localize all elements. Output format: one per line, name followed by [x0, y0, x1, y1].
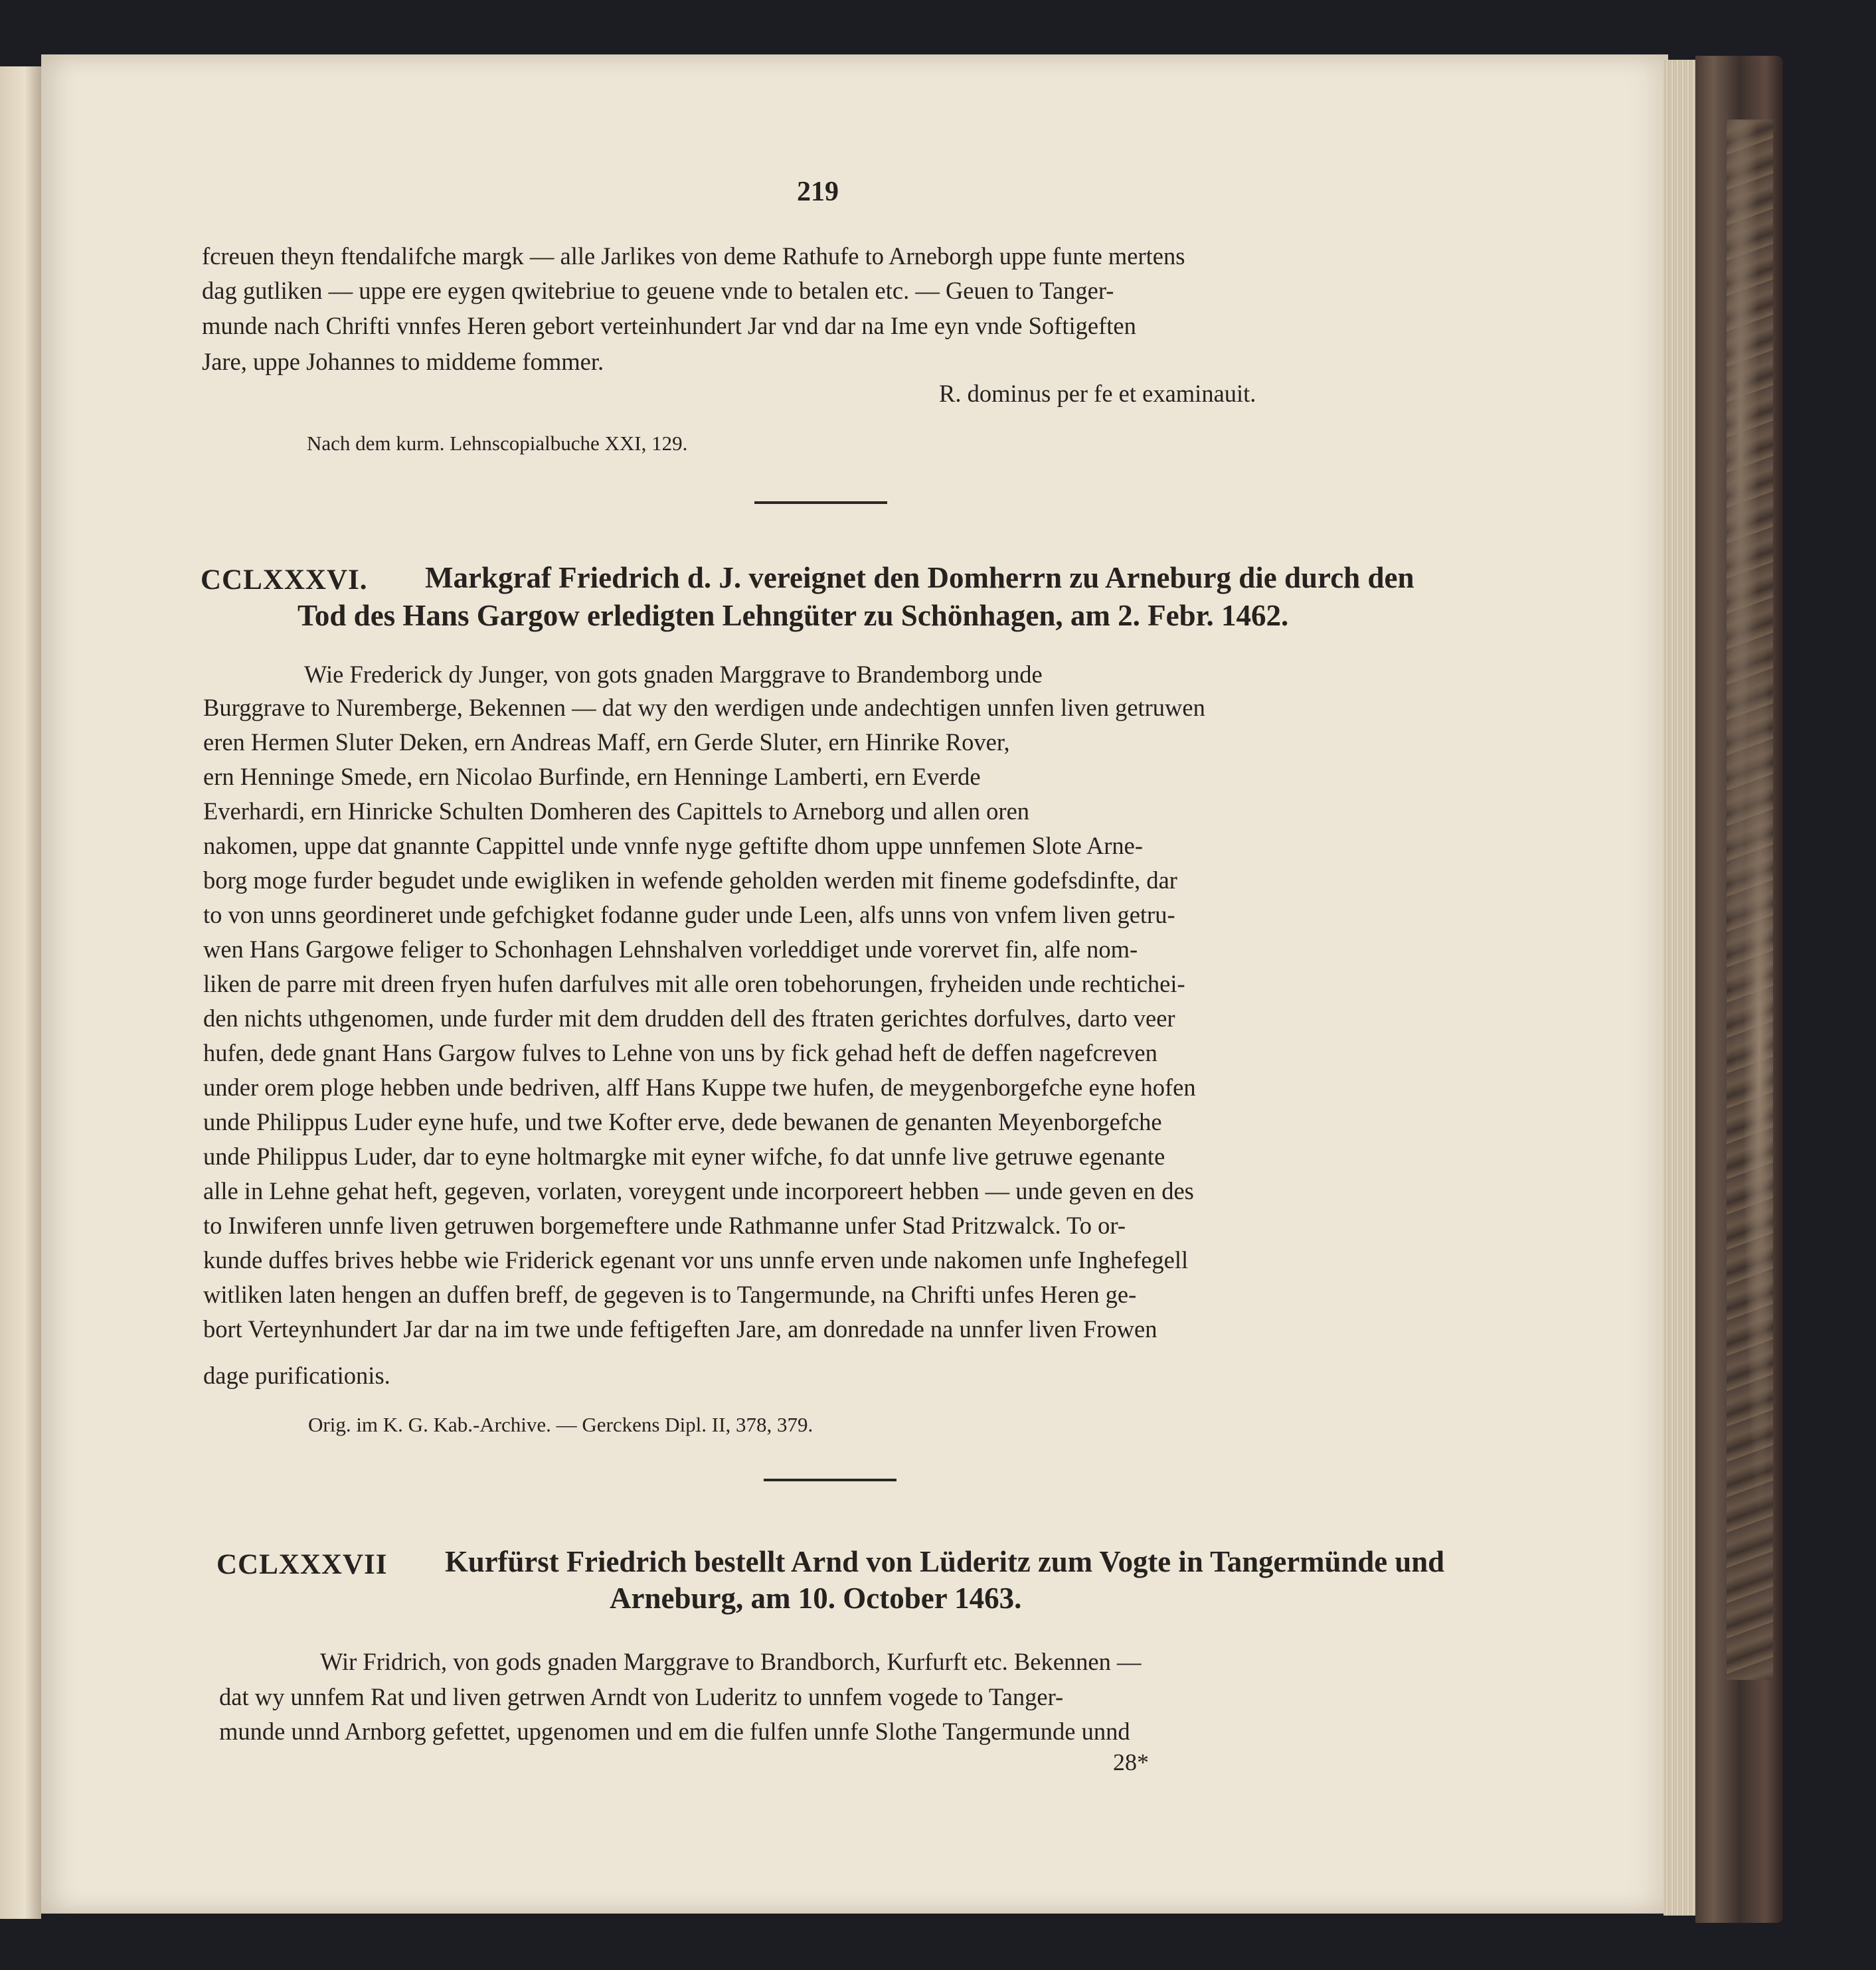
source-citation: Orig. im K. G. Kab.-Archive. — Gerckens Dipl. II, 378, 379. — [308, 1413, 813, 1436]
text-line: unde Philippus Luder eyne hufe, und twe Kofter erve, dede bewanen de genanten Meyenborgefche — [203, 1108, 1162, 1135]
text-line: borg moge furder begudet unde ewigliken in wefende geholden werden mit fineme godefsdinfte, dar — [203, 866, 1177, 894]
text-line: dage purificationis. — [203, 1362, 390, 1389]
text-line: den nichts uthgenomen, unde furder mit dem drudden dell des ftraten gerichtes dorfulves, darto veer — [203, 1005, 1175, 1032]
text-line: ern Henninge Smede, ern Nicolao Burfinde, ern Henninge Lamberti, ern Everde — [203, 763, 981, 790]
text-line: munde nach Chrifti vnnfes Heren gebort verteinhundert Jar vnd dar na Ime eyn vnde Softigeften — [202, 312, 1136, 339]
text-line: under orem ploge hebben unde bedriven, alff Hans Kuppe twe hufen, de meygenborgefche eyne hofen — [203, 1074, 1196, 1101]
document-title: Kurfürst Friedrich bestellt Arnd von Lüderitz zum Vogte in Tangermünde und — [445, 1545, 1445, 1578]
document-title: Tod des Hans Gargow erledigten Lehngüter zu Schönhagen, am 2. Febr. 1462. — [298, 599, 1289, 632]
document-title: Markgraf Friedrich d. J. vereignet den Domherrn zu Arneburg die durch den — [425, 561, 1414, 594]
text-line: nakomen, uppe dat gnannte Cappittel unde vnnfe nyge geftifte dhom uppe unnfemen Slote Arne- — [203, 832, 1143, 859]
signature-mark: 28* — [1113, 1749, 1149, 1775]
text-line: Burggrave to Nuremberge, Bekennen — dat wy den werdigen unde andechtigen unnfen liven getruwen — [203, 694, 1205, 721]
text-line: wen Hans Gargowe feliger to Schonhagen Lehnshalven vorleddiget unde vorervet fin, alfe nom- — [203, 936, 1138, 963]
text-line: Jare, uppe Johannes to middeme fommer. — [202, 348, 604, 375]
page-number: 219 — [797, 177, 839, 207]
text-line: Wie Frederick dy Junger, von gots gnaden Marggrave to Brandemborg unde — [304, 661, 1043, 688]
text-line: bort Verteynhundert Jar dar na im twe unde feftigeften Jare, am donredade na unnfer liven Frowen — [203, 1315, 1157, 1343]
section-divider — [754, 501, 887, 504]
text-line: hufen, dede gnant Hans Gargow fulves to Lehne von uns by fick gehad heft de deffen nagefcreven — [203, 1039, 1157, 1066]
text-line: Wir Fridrich, von gods gnaden Marggrave to Brandborch, Kurfurft etc. Bekennen — — [320, 1648, 1142, 1675]
text-line: unde Philippus Luder, dar to eyne holtmargke mit eyner wifche, fo dat unnfe live getruwe egenante — [203, 1143, 1165, 1170]
text-line: to Inwiferen unnfe liven getruwen borgemeftere unde Rathmanne unfer Stad Pritzwalck. To or- — [203, 1212, 1126, 1239]
text-line: alle in Lehne gehat heft, gegeven, vorlaten, voreygent unde incorporeert hebben — unde geven en des — [203, 1177, 1194, 1204]
text-line: kunde duffes brives hebbe wie Friderick egenant vor uns unnfe erven unde nakomen unfe Inghefegell — [203, 1246, 1189, 1273]
document-title: Arneburg, am 10. October 1463. — [610, 1582, 1022, 1615]
text-line: dat wy unnfem Rat und liven getrwen Arndt von Luderitz to unnfem vogede to Tanger- — [219, 1683, 1064, 1710]
text-line: witliken laten hengen an duffen breff, de gegeven is to Tangermunde, na Chrifti unfes Heren ge- — [203, 1281, 1137, 1308]
text-line: munde unnd Arnborg gefettet, upgenomen und em die fulfen unnfe Slothe Tangermunde unnd — [219, 1718, 1130, 1745]
text-line: eren Hermen Sluter Deken, ern Andreas Maff, ern Gerde Sluter, ern Hinrike Rover, — [203, 728, 1010, 756]
text-line: dag gutliken — uppe ere eygen qwitebriue to geuene vnde to betalen etc. — Geuen to Tanger- — [202, 277, 1114, 304]
text-line: fcreuen theyn ftendalifche margk — alle Jarlikes von deme Rathufe to Arneborgh uppe funte mertens — [202, 242, 1185, 270]
section-divider — [764, 1479, 896, 1481]
text-line: to von unns geordineret unde gefchigket fodanne guder unde Leen, alfs unns von vnfem liven getru- — [203, 901, 1175, 928]
document-number: CCLXXXVI. — [201, 564, 368, 596]
source-citation: Nach dem kurm. Lehnscopialbuche XXI, 129. — [307, 432, 688, 455]
signature-line: R. dominus per fe et examinauit. — [939, 380, 1256, 407]
document-number: CCLXXXVII — [216, 1549, 388, 1580]
text-line: Everhardi, ern Hinricke Schulten Domheren des Capittels to Arneborg und allen oren — [203, 797, 1030, 825]
text-line: liken de parre mit dreen fryen hufen darfulves mit alle oren tobehorungen, fryheiden unde rechtichei- — [203, 970, 1185, 997]
